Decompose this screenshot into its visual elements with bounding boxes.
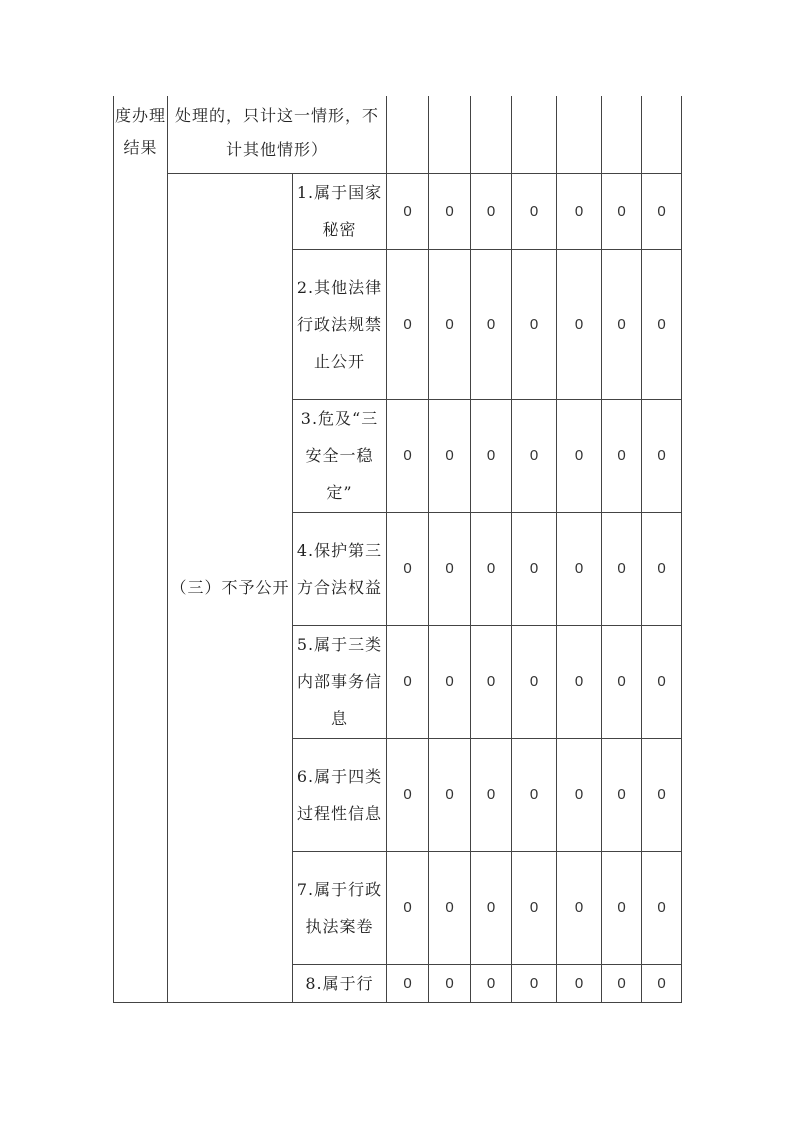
- table-row: [114, 173, 682, 249]
- empty-cell: [512, 96, 557, 173]
- value-cell: 0: [471, 738, 512, 851]
- continuation-text: 处理的，只计这一情形，不计其他情形）: [175, 106, 380, 160]
- value-cell: 0: [471, 625, 512, 738]
- reason-cell: [293, 964, 387, 1002]
- value-cell: 0: [387, 625, 429, 738]
- value-cell: 0: [602, 738, 642, 851]
- reason-cell: [293, 512, 387, 625]
- value-cell: 0: [429, 964, 471, 1002]
- value-cell: 0: [471, 851, 512, 964]
- reason-label: 6.属于四类过程性信息: [296, 766, 383, 823]
- value-cell: 0: [387, 964, 429, 1002]
- reason-cell: [293, 625, 387, 738]
- reason-cell: [293, 249, 387, 399]
- empty-cell: [429, 96, 471, 173]
- value-cell: 0: [471, 249, 512, 399]
- continuation-text-cell: [168, 96, 387, 173]
- value-cell: 0: [471, 399, 512, 512]
- reason-cell: [293, 399, 387, 512]
- value-cell: 0: [512, 738, 557, 851]
- group-label: （三）不予公开: [170, 578, 290, 597]
- value-cell: 0: [512, 399, 557, 512]
- reason-label: 1.属于国家秘密: [296, 183, 383, 239]
- empty-cell: [602, 96, 642, 173]
- value-cell: 0: [642, 964, 682, 1002]
- value-cell: 0: [642, 399, 682, 512]
- value-cell: 0: [512, 625, 557, 738]
- reason-cell: [293, 738, 387, 851]
- value-cell: 0: [512, 851, 557, 964]
- value-cell: 0: [642, 173, 682, 249]
- value-cell: 0: [557, 173, 602, 249]
- value-cell: 0: [429, 173, 471, 249]
- category-cell: [114, 96, 168, 1002]
- reason-label: 7.属于行政执法案卷: [296, 879, 383, 936]
- value-cell: 0: [642, 851, 682, 964]
- value-cell: 0: [557, 625, 602, 738]
- value-cell: 0: [429, 249, 471, 399]
- reason-label: 2.其他法律行政法规禁止公开: [296, 277, 383, 371]
- value-cell: 0: [429, 851, 471, 964]
- value-cell: 0: [602, 249, 642, 399]
- value-cell: 0: [642, 738, 682, 851]
- empty-cell: [642, 96, 682, 173]
- value-cell: 0: [602, 512, 642, 625]
- value-cell: 0: [387, 512, 429, 625]
- value-cell: 0: [512, 964, 557, 1002]
- value-cell: 0: [557, 512, 602, 625]
- value-cell: 0: [642, 625, 682, 738]
- value-cell: 0: [512, 173, 557, 249]
- value-cell: 0: [387, 399, 429, 512]
- value-cell: 0: [557, 851, 602, 964]
- value-cell: 0: [429, 625, 471, 738]
- value-cell: 0: [429, 399, 471, 512]
- value-cell: 0: [387, 173, 429, 249]
- value-cell: 0: [387, 738, 429, 851]
- empty-cell: [387, 96, 429, 173]
- reason-label: 8.属于行: [305, 973, 374, 993]
- value-cell: 0: [557, 249, 602, 399]
- value-cell: 0: [602, 399, 642, 512]
- value-cell: 0: [642, 249, 682, 399]
- value-cell: 0: [642, 512, 682, 625]
- value-cell: 0: [602, 173, 642, 249]
- reason-cell: [293, 851, 387, 964]
- value-cell: 0: [512, 249, 557, 399]
- category-label: 度办理结果: [114, 106, 166, 157]
- disclosure-table: [113, 96, 682, 1003]
- reason-cell: [293, 173, 387, 249]
- reason-label: 3.危及“三安全一稳定”: [300, 409, 379, 502]
- table-row-continuation: [114, 96, 682, 173]
- value-cell: 0: [429, 738, 471, 851]
- empty-cell: [557, 96, 602, 173]
- value-cell: 0: [602, 625, 642, 738]
- value-cell: 0: [557, 738, 602, 851]
- value-cell: 0: [471, 964, 512, 1002]
- value-cell: 0: [557, 964, 602, 1002]
- value-cell: 0: [387, 249, 429, 399]
- value-cell: 0: [429, 512, 471, 625]
- value-cell: 0: [471, 173, 512, 249]
- value-cell: 0: [512, 512, 557, 625]
- empty-cell: [471, 96, 512, 173]
- group-label-cell: [168, 173, 293, 1002]
- value-cell: 0: [557, 399, 602, 512]
- reason-label: 5.属于三类内部事务信息: [296, 635, 383, 728]
- value-cell: 0: [602, 964, 642, 1002]
- reason-label: 4.保护第三方合法权益: [296, 540, 383, 597]
- value-cell: 0: [471, 512, 512, 625]
- value-cell: 0: [602, 851, 642, 964]
- value-cell: 0: [387, 851, 429, 964]
